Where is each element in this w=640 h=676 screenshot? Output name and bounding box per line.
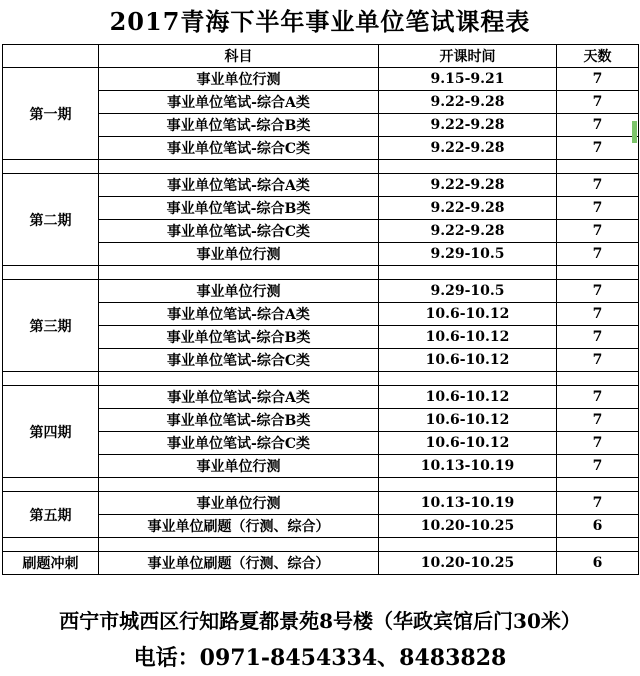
days-cell: 7 — [557, 174, 639, 197]
dates-cell: 10.6-10.12 — [379, 409, 557, 432]
subject-cell: 事业单位笔试-综合B类 — [99, 114, 379, 137]
separator-cell — [557, 266, 639, 280]
subject-cell: 事业单位笔试-综合A类 — [99, 91, 379, 114]
dates-cell: 10.6-10.12 — [379, 349, 557, 372]
table-row — [3, 455, 639, 478]
separator-row — [3, 372, 639, 386]
dates-cell: 9.22-9.28 — [379, 220, 557, 243]
days-cell: 7 — [557, 492, 639, 515]
table-header-row — [3, 45, 639, 68]
days-cell: 7 — [557, 91, 639, 114]
dates-cell: 10.6-10.12 — [379, 386, 557, 409]
dates-cell: 9.22-9.28 — [379, 197, 557, 220]
separator-cell — [3, 372, 99, 386]
table-row — [3, 432, 639, 455]
separator-cell — [3, 538, 99, 552]
separator-row — [3, 478, 639, 492]
days-cell: 7 — [557, 220, 639, 243]
header-subject: 科目 — [99, 45, 379, 68]
separator-cell — [3, 478, 99, 492]
table-row — [3, 552, 639, 575]
dates-cell: 10.20-10.25 — [379, 515, 557, 538]
header-dates: 开课时间 — [379, 45, 557, 68]
separator-cell — [557, 538, 639, 552]
table-row — [3, 349, 639, 372]
schedule-table — [2, 44, 639, 575]
subject-cell: 事业单位行测 — [99, 280, 379, 303]
days-cell: 7 — [557, 303, 639, 326]
separator-cell — [3, 266, 99, 280]
table-row — [3, 220, 639, 243]
table-row — [3, 91, 639, 114]
page-title: 2017青海下半年事业单位笔试课程表 — [109, 7, 531, 36]
schedule-body — [3, 68, 639, 575]
days-cell: 7 — [557, 409, 639, 432]
subject-cell: 事业单位行测 — [99, 68, 379, 91]
period-label: 刷题冲刺 — [3, 552, 99, 575]
dates-cell: 9.22-9.28 — [379, 114, 557, 137]
dates-cell: 9.22-9.28 — [379, 137, 557, 160]
separator-row — [3, 160, 639, 174]
separator-cell — [379, 538, 557, 552]
separator-cell — [557, 160, 639, 174]
subject-cell: 事业单位行测 — [99, 243, 379, 266]
header-period — [3, 45, 99, 68]
days-cell: 7 — [557, 68, 639, 91]
subject-cell: 事业单位笔试-综合A类 — [99, 303, 379, 326]
days-cell: 7 — [557, 243, 639, 266]
days-cell: 7 — [557, 432, 639, 455]
period-label: 第三期 — [3, 280, 99, 372]
table-row — [3, 386, 639, 409]
days-cell: 6 — [557, 515, 639, 538]
subject-cell: 事业单位行测 — [99, 455, 379, 478]
subject-cell: 事业单位刷题（行测、综合） — [99, 552, 379, 575]
table-row — [3, 409, 639, 432]
subject-cell: 事业单位笔试-综合C类 — [99, 220, 379, 243]
separator-cell — [99, 160, 379, 174]
table-row — [3, 114, 639, 137]
table-row — [3, 174, 639, 197]
period-label: 第五期 — [3, 492, 99, 538]
table-row — [3, 68, 639, 91]
subject-cell: 事业单位笔试-综合B类 — [99, 409, 379, 432]
days-cell: 7 — [557, 386, 639, 409]
subject-cell: 事业单位笔试-综合B类 — [99, 326, 379, 349]
table-row — [3, 326, 639, 349]
phone-text: 电话：0971-8454334、8483828 — [133, 645, 507, 671]
separator-cell — [557, 372, 639, 386]
subject-cell: 事业单位笔试-综合A类 — [99, 174, 379, 197]
separator-cell — [99, 266, 379, 280]
period-label: 第二期 — [3, 174, 99, 266]
subject-cell: 事业单位笔试-综合B类 — [99, 197, 379, 220]
dates-cell: 9.29-10.5 — [379, 280, 557, 303]
days-cell: 7 — [557, 197, 639, 220]
separator-cell — [99, 538, 379, 552]
dates-cell: 9.29-10.5 — [379, 243, 557, 266]
table-row — [3, 280, 639, 303]
subject-cell: 事业单位刷题（行测、综合） — [99, 515, 379, 538]
dates-cell: 10.6-10.12 — [379, 432, 557, 455]
days-cell: 7 — [557, 114, 639, 137]
separator-row — [3, 266, 639, 280]
table-row — [3, 243, 639, 266]
separator-cell — [99, 372, 379, 386]
days-cell: 6 — [557, 552, 639, 575]
days-cell: 7 — [557, 455, 639, 478]
days-cell: 7 — [557, 349, 639, 372]
days-cell: 7 — [557, 280, 639, 303]
subject-cell: 事业单位笔试-综合A类 — [99, 386, 379, 409]
dates-cell: 10.20-10.25 — [379, 552, 557, 575]
subject-cell: 事业单位笔试-综合C类 — [99, 137, 379, 160]
dates-cell: 10.6-10.12 — [379, 303, 557, 326]
table-row — [3, 137, 639, 160]
separator-cell — [557, 478, 639, 492]
separator-cell — [379, 372, 557, 386]
table-row — [3, 197, 639, 220]
separator-cell — [379, 266, 557, 280]
separator-cell — [3, 160, 99, 174]
subject-cell: 事业单位笔试-综合C类 — [99, 432, 379, 455]
separator-cell — [99, 478, 379, 492]
days-cell: 7 — [557, 326, 639, 349]
separator-cell — [379, 160, 557, 174]
dates-cell: 10.13-10.19 — [379, 455, 557, 478]
dates-cell: 10.6-10.12 — [379, 326, 557, 349]
days-cell: 7 — [557, 137, 639, 160]
subject-cell: 事业单位笔试-综合C类 — [99, 349, 379, 372]
dates-cell: 9.22-9.28 — [379, 91, 557, 114]
period-label: 第四期 — [3, 386, 99, 478]
address-text: 西宁市城西区行知路夏都景苑8号楼（华政宾馆后门30米） — [59, 609, 581, 633]
table-row — [3, 303, 639, 326]
table-row — [3, 492, 639, 515]
dates-cell: 9.22-9.28 — [379, 174, 557, 197]
dates-cell: 9.15-9.21 — [379, 68, 557, 91]
subject-cell: 事业单位行测 — [99, 492, 379, 515]
dates-cell: 10.13-10.19 — [379, 492, 557, 515]
separator-row — [3, 538, 639, 552]
period-label: 第一期 — [3, 68, 99, 160]
separator-cell — [379, 478, 557, 492]
table-row — [3, 515, 639, 538]
edge-marker — [632, 121, 637, 143]
header-days: 天数 — [557, 45, 639, 68]
